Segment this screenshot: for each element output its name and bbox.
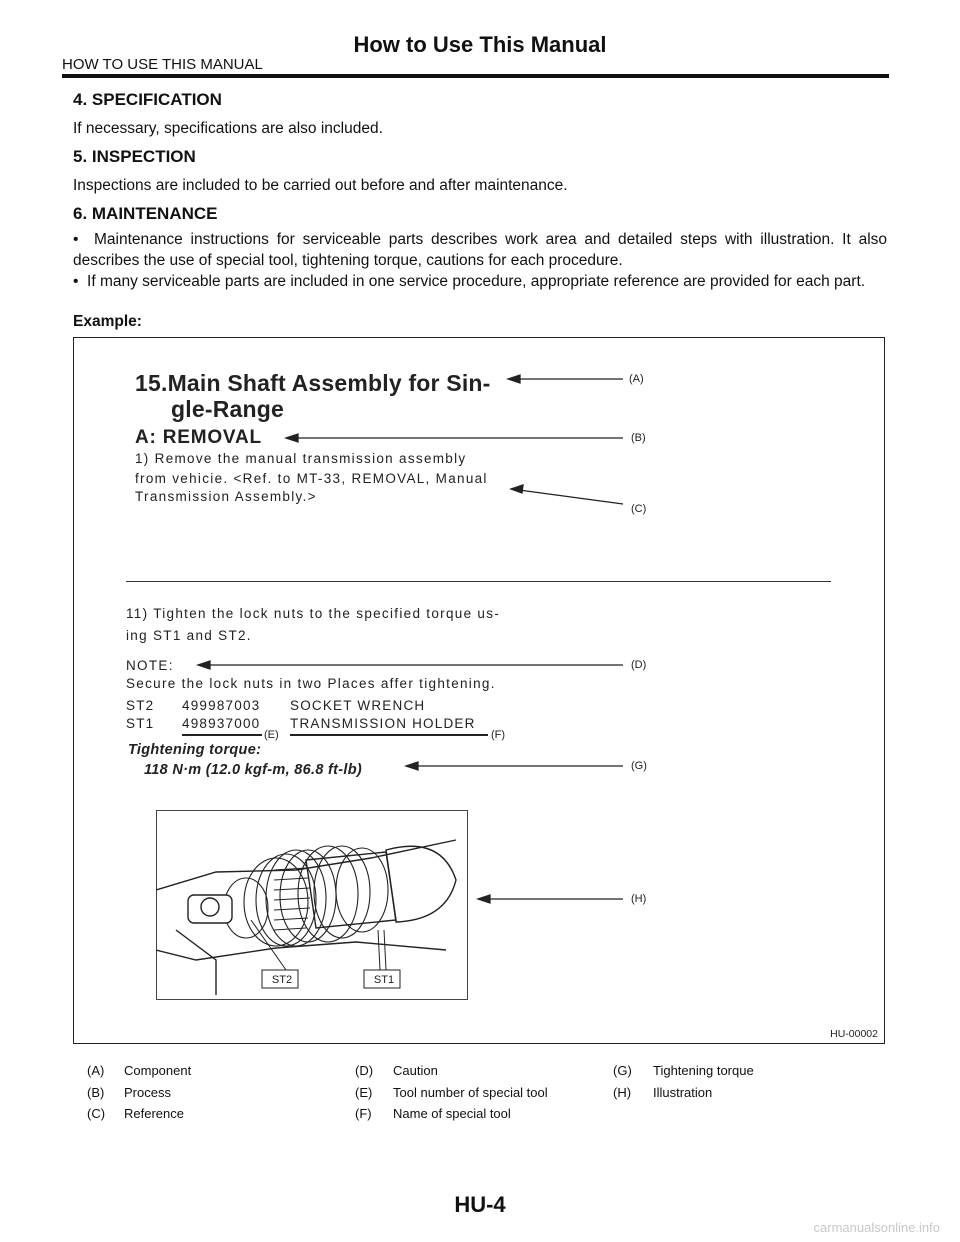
legend-text-f: Name of special tool [393, 1106, 511, 1121]
step1-line3: Transmission Assembly.> [135, 489, 317, 504]
page-title: How to Use This Manual [353, 32, 607, 57]
note-text: Secure the lock nuts in two Places affer tightening. [126, 676, 496, 691]
torque-value: 118 N·m (12.0 kgf-m, 86.8 ft-lb) [144, 762, 363, 778]
tool-st1-id: ST1 [126, 716, 155, 731]
illustration-label-st1: ST1 [373, 974, 395, 986]
callout-d: (D) [631, 659, 647, 671]
callout-c: (C) [631, 503, 647, 515]
heading-inspection: 5. INSPECTION [73, 147, 196, 166]
legend-key-b: (B) [87, 1085, 105, 1100]
legend-key-f: (F) [355, 1106, 372, 1121]
illustration-label-st2: ST2 [271, 974, 293, 986]
maintenance-bullet-2: • If many serviceable parts are included in one service procedure, appropriate reference are provided for each part. [73, 271, 887, 292]
legend-text-a: Component [124, 1063, 192, 1078]
step1-line1: 1) Remove the manual transmission assembly [135, 451, 467, 466]
tool-st2-name: SOCKET WRENCH [290, 698, 426, 713]
tool-st1-name: TRANSMISSION HOLDER [290, 716, 476, 731]
tool-st2-number: 499987003 [182, 698, 261, 713]
legend-text-c: Reference [124, 1106, 184, 1121]
page-number: HU-4 [454, 1192, 506, 1217]
tool-st1-number: 498937000 [182, 716, 261, 731]
watermark: carmanualsonline.info [813, 1220, 940, 1235]
legend-key-h: (H) [613, 1085, 632, 1100]
callout-g: (G) [631, 760, 647, 772]
illustration [156, 810, 468, 1000]
maintenance-bullet-1: • Maintenance instructions for serviceable parts describes work area and detailed steps with illustration. It also describes the use of special tool, tightening torque, cautions for each procedure. [73, 229, 887, 271]
header-rule [62, 74, 889, 78]
inspection-text: Inspections are included to be carried out before and after maintenance. [73, 177, 568, 194]
legend-key-e: (E) [355, 1085, 373, 1100]
callout-h: (H) [631, 893, 647, 905]
legend-text-e: Tool number of special tool [393, 1085, 548, 1100]
tool-st2-id: ST2 [126, 698, 155, 713]
heading-specification: 4. SPECIFICATION [73, 90, 222, 109]
legend-text-h: Illustration [653, 1085, 713, 1100]
step1-line2: from vehicie. <Ref. to MT-33, REMOVAL, Manual [135, 471, 488, 486]
callout-b: (B) [631, 432, 646, 444]
legend-text-d: Caution [393, 1063, 438, 1078]
example-label: Example: [73, 313, 142, 330]
callout-a: (A) [629, 373, 644, 385]
step11-line2: ing ST1 and ST2. [126, 628, 252, 643]
torque-label: Tightening torque: [128, 742, 262, 758]
callout-e: (E) [264, 729, 279, 741]
example-figure [73, 337, 885, 1044]
example-title: 15.Main Shaft Assembly for Sin- [135, 370, 491, 396]
note-label: NOTE: [126, 658, 174, 673]
step11-line1: 11) Tighten the lock nuts to the specified torque us- [126, 606, 501, 621]
legend-key-g: (G) [613, 1063, 632, 1078]
callout-f: (F) [491, 729, 506, 741]
section-header: HOW TO USE THIS MANUAL [62, 56, 263, 73]
specification-text: If necessary, specifications are also included. [73, 120, 383, 137]
legend-key-d: (D) [355, 1063, 374, 1078]
legend-key-c: (C) [87, 1106, 106, 1121]
heading-maintenance: 6. MAINTENANCE [73, 204, 218, 223]
example-subtitle: A: REMOVAL [135, 427, 262, 448]
figure-id: HU-00002 [830, 1028, 878, 1040]
legend-text-g: Tightening torque [653, 1063, 754, 1078]
legend-key-a: (A) [87, 1063, 105, 1078]
legend-text-b: Process [124, 1085, 171, 1100]
example-title-cont: gle-Range [171, 396, 284, 422]
